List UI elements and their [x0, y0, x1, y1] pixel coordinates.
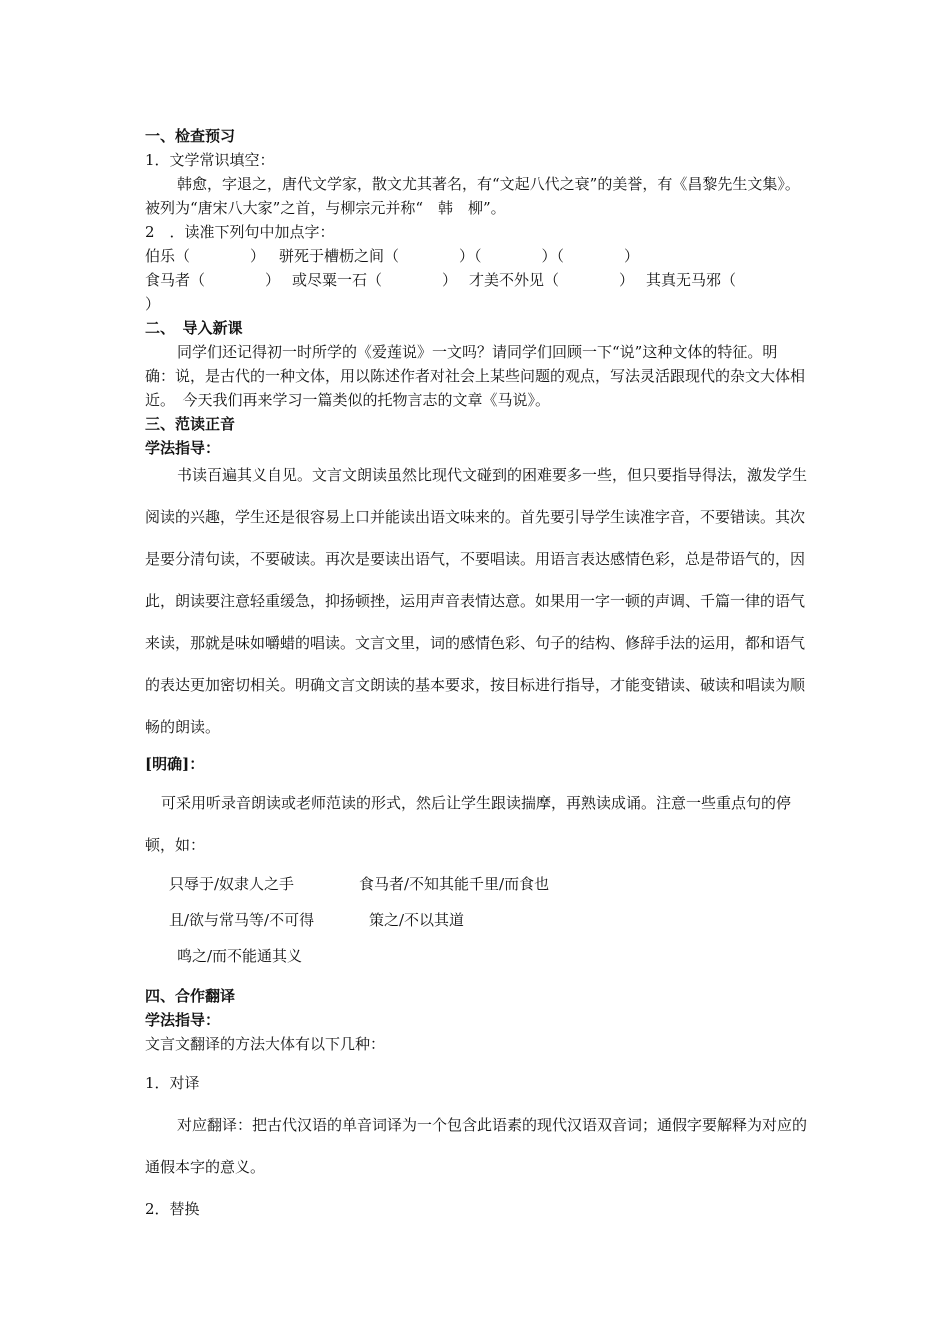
pronunciation-item: 才美不外见（ ） [469, 271, 635, 289]
pronunciation-item: 骈死于槽枥之间（ ）（ ）（ ） [279, 247, 640, 265]
pronunciation-row-2-wrap: ） [145, 295, 161, 313]
section-3-heading: 三、范读正音 [145, 415, 236, 433]
section-4-heading: 四、合作翻译 [145, 987, 236, 1005]
pronunciation-item: 伯乐（ ） [145, 247, 266, 265]
pause-example: 只辱于/奴隶人之手 [169, 875, 295, 893]
pause-example: 策之/不以其道 [369, 911, 465, 929]
study-method-label: 学法指导： [145, 439, 221, 457]
literary-knowledge-title: 1．文学常识填空： [145, 151, 275, 169]
pronunciation-title: 2 ．读准下列句中加点字： [145, 223, 335, 241]
study-method-label-2: 学法指导： [145, 1011, 221, 1029]
method-2-title: 2．替换 [145, 1200, 200, 1218]
section-1-heading: 一、检查预习 [145, 127, 236, 145]
pronunciation-item: 或尽粟一石（ ） [292, 271, 458, 289]
clarify-paragraph: 可采用听录音朗读或老师范读的形式，然后让学生跟读揣摩，再熟读成诵。注意一些重点句的停顿，如： [145, 794, 792, 854]
pause-example: 且/欲与常马等/不可得 [169, 911, 315, 929]
literary-knowledge-paragraph: 韩愈，字退之，唐代文学家，散文尤其著名，有“文起八代之衰”的美誉，有《昌黎先生文集》。被列为“唐宋八大家”之首，与柳宗元并称“ 韩 柳”。 [145, 175, 800, 217]
translation-intro: 文言文翻译的方法大体有以下几种： [145, 1035, 386, 1053]
clarify-label: [明确]： [145, 755, 205, 773]
pronunciation-row-1 [145, 244, 807, 268]
pause-example: 食马者/不知其能千里/而食也 [359, 875, 550, 893]
pronunciation-item: 其真无马邪（ [646, 271, 737, 289]
pronunciation-row-2 [145, 268, 807, 292]
method-1-paragraph: 对应翻译：把古代汉语的单音词译为一个包含此语素的现代汉语双音词；通假字要解释为对应的通假本字的意义。 [145, 1116, 808, 1176]
document-page [145, 124, 807, 1230]
pause-line-3 [145, 938, 807, 974]
section-2-heading: 二、 导入新课 [145, 319, 243, 337]
pause-line-1 [145, 866, 807, 902]
pause-line-2 [145, 902, 807, 938]
introduction-paragraph: 同学们还记得初一时所学的《爱莲说》一文吗？请同学们回顾一下“说”这种文体的特征。明确：说，是古代的一种文体，用以陈述作者对社会上某些问题的观点，写法灵活跟现代的杂文大体相近。 今天我们再来学习一篇类似的托物言志的文章《马说》。 [145, 343, 806, 409]
reading-method-paragraph: 书读百遍其义自见。文言文朗读虽然比现代文碰到的困难要多一些，但只要指导得法，激发学生阅读的兴趣，学生还是很容易上口并能读出语文味来的。首先要引导学生读准字音，不要错读。其次是要分清句读，不要破读。再次是要读出语气，不要唱读。用语言表达感情色彩，总是带语气的，因此，朗读要注意轻重缓急，抑扬顿挫，运用声音表情达意。如果用一字一顿的声调、千篇一律的语气来读，那就是味如嚼蜡的唱读。文言文里，词的感情色彩、句子的结构、修辞手法的运用，都和语气的表达更加密切相关。明确文言文朗读的基本要求，按目标进行指导，才能变错读、破读和唱读为顺畅的朗读。 [145, 466, 808, 736]
pause-example: 鸣之/而不能通其义 [177, 947, 303, 965]
pronunciation-item: 食马者（ ） [145, 271, 281, 289]
method-1-title: 1．对译 [145, 1074, 200, 1092]
